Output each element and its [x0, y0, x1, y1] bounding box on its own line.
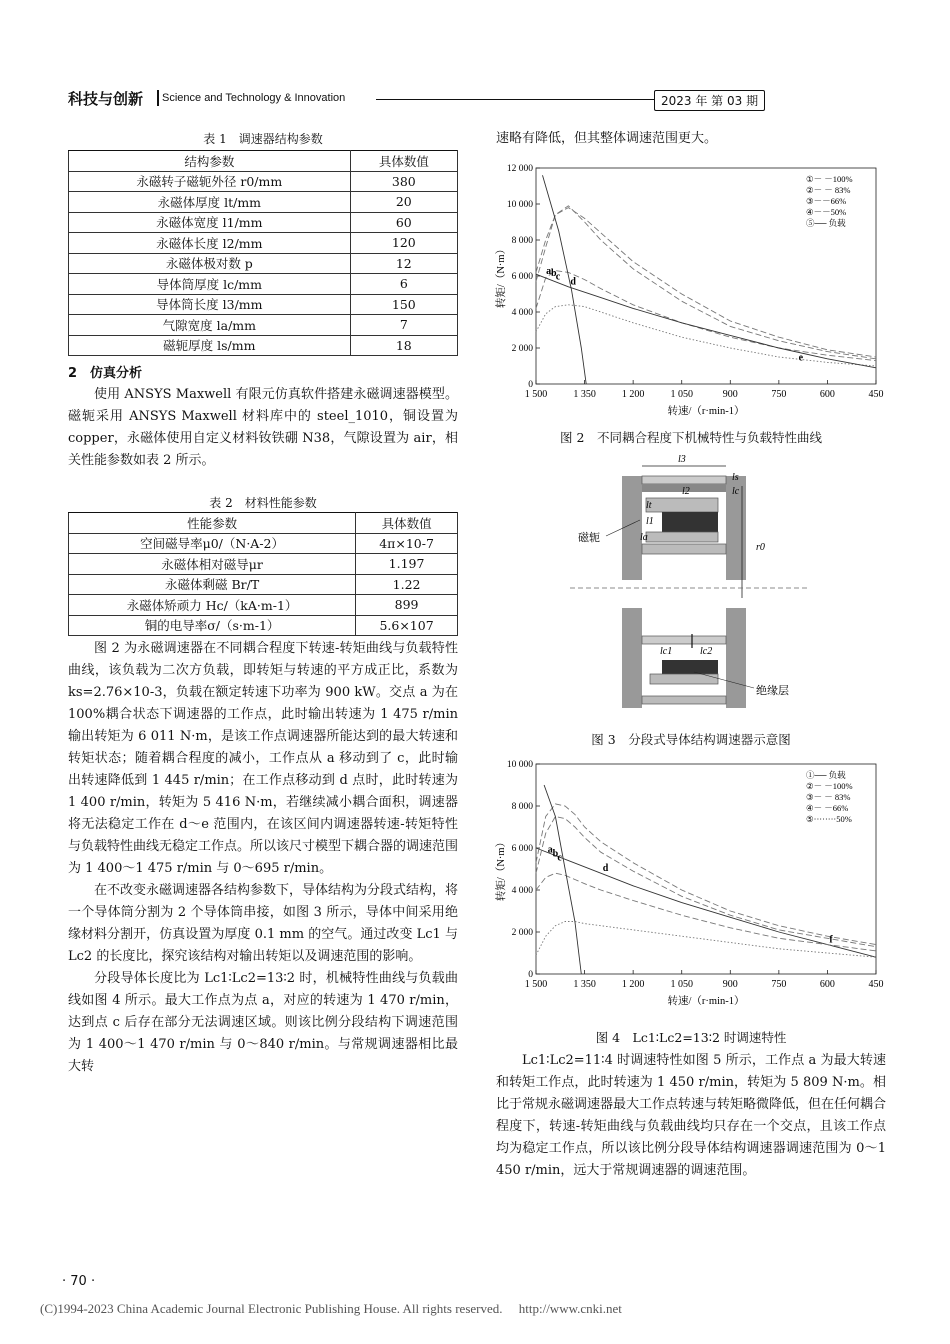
figure4-caption: 图 4 Lc1∶Lc2=13∶2 时调速特性	[595, 1030, 787, 1045]
series-line-1	[536, 804, 876, 945]
table-cell: 60	[350, 212, 457, 233]
legend-item: ④－－50%	[806, 207, 847, 217]
table-cell: 永磁体厚度 lt/mm	[69, 192, 351, 213]
magnet-lower	[646, 532, 718, 542]
series-line-4	[536, 922, 876, 958]
point-label-c: c	[555, 271, 561, 283]
y-tick-label: 10 000	[506, 200, 533, 210]
x-tick-label: 600	[819, 979, 835, 990]
conductor-top	[642, 476, 726, 484]
point-label-c: c	[557, 852, 562, 864]
table1	[68, 150, 458, 356]
label-ls: ls	[732, 472, 739, 483]
label-r0: r0	[756, 542, 765, 553]
table-row	[69, 533, 458, 554]
point-label-d: d	[570, 276, 576, 288]
table-cell: 磁轭厚度 ls/mm	[69, 335, 351, 356]
table-cell: 空间磁导率μ0/（N·A-2）	[69, 533, 356, 554]
table-row	[69, 212, 458, 233]
table1-caption: 表 1 调速器结构参数	[203, 132, 323, 146]
label-lc: lc	[732, 486, 740, 497]
point-label-d: d	[602, 863, 609, 875]
table-cell: 7	[350, 315, 457, 336]
legend-item: ⑤── 负载	[806, 218, 846, 228]
series-line-0	[536, 848, 876, 957]
paragraph-text: 使用 ANSYS Maxwell 有限元仿真软件搭建永磁调速器模型。磁轭采用 ANSYS Maxwell 材料库中的 steel_1010，铜设置为 copper，永磁体使用自定义材料钕铁硼 N38，气隙设置为 air，相关性能参数如表 2 所示。	[68, 387, 458, 468]
table-cell: 150	[350, 294, 457, 315]
figure2-caption: 图 2 不同耦合程度下机械特性与负载特性曲线	[560, 430, 822, 445]
table-cell: 6	[350, 274, 457, 295]
table-cell: 导体筒长度 l3/mm	[69, 294, 351, 315]
y-tick-label: 6 000	[511, 844, 533, 854]
series-line-1	[536, 206, 876, 359]
x-tick-label: 450	[868, 389, 884, 400]
legend-item: ①── 负载	[806, 770, 846, 780]
table2-caption: 表 2 材料性能参数	[209, 496, 317, 510]
y-axis-label: 转矩/（N·m）	[496, 243, 507, 309]
table-cell: 899	[356, 595, 458, 616]
point-label-b: b	[552, 848, 559, 860]
series-line-4	[536, 274, 876, 368]
label-l1: l1	[646, 516, 654, 527]
series-line-2	[536, 817, 876, 947]
table-cell: 永磁体相对磁导μr	[69, 554, 356, 575]
label-l3: l3	[678, 454, 686, 465]
magnet-upper	[646, 498, 718, 512]
y-tick-label: 4 000	[511, 886, 533, 896]
table-cell: 气隙宽度 la/mm	[69, 315, 351, 336]
x-axis-label: 转速/（r·min-1）	[667, 996, 745, 1007]
label-yoke: 磁轭	[578, 532, 600, 544]
table-cell: 18	[350, 335, 457, 356]
section-title: 2 仿真分析	[68, 366, 143, 381]
y-tick-label: 0	[528, 380, 533, 390]
table-cell: 380	[350, 171, 457, 192]
series-line-0	[536, 208, 876, 357]
left-body	[68, 638, 458, 1078]
table-cell: 5.6×107	[356, 615, 458, 636]
table-row	[69, 192, 458, 213]
table-row	[69, 335, 458, 356]
label-insulation: 绝缘层	[756, 685, 789, 697]
x-tick-label: 600	[819, 389, 835, 400]
yoke-right-2	[726, 608, 746, 708]
table2	[68, 512, 458, 636]
point-label-b: b	[550, 267, 557, 279]
x-tick-label: 1 200	[621, 979, 645, 990]
table-row	[69, 315, 458, 336]
x-tick-label: 1 200	[621, 389, 645, 400]
y-tick-label: 2 000	[511, 344, 533, 354]
table-cell: 12	[350, 253, 457, 274]
header-rule	[376, 99, 654, 100]
label-lc2: lc2	[700, 646, 713, 657]
table-cell: 永磁体极对数 p	[69, 253, 351, 274]
yoke-left	[622, 476, 642, 580]
figure3-caption: 图 3 分段式导体结构调速器示意图	[591, 732, 791, 747]
legend-item: ①－ －100%	[806, 174, 853, 184]
table-row	[69, 574, 458, 595]
point-label-a: a	[546, 265, 552, 277]
x-tick-label: 1 350	[573, 979, 596, 990]
magnet-core	[662, 512, 718, 532]
table1-header: 结构参数	[69, 151, 351, 172]
table-row	[69, 253, 458, 274]
series-line-3	[536, 873, 876, 951]
y-tick-label: 10 000	[506, 760, 533, 770]
table2-header: 具体数值	[356, 513, 458, 534]
x-tick-label: 450	[868, 979, 884, 990]
label-lt: lt	[646, 500, 652, 511]
magnet-core-2	[662, 660, 718, 676]
issue-badge: 2023 年 第 03 期	[654, 90, 765, 111]
x-tick-label: 1 500	[524, 979, 548, 990]
journal-title-en: Science and Technology & Innovation	[162, 92, 346, 104]
table2-header: 性能参数	[69, 513, 356, 534]
conductor-bottom-2	[642, 696, 726, 704]
point-label-e: e	[798, 352, 804, 364]
y-tick-label: 2 000	[511, 928, 533, 938]
journal-title-cn: 科技与创新	[68, 90, 144, 108]
legend-item: ②－ －100%	[806, 781, 853, 791]
legend-item: ③－－66%	[806, 196, 847, 206]
page-number: · 70 ·	[62, 1274, 96, 1289]
conductor-seg	[642, 636, 726, 644]
table-cell: 导体筒厚度 lc/mm	[69, 274, 351, 295]
table-row	[69, 554, 458, 575]
label-lc1: lc1	[660, 646, 673, 657]
paragraph-text: 分段导体长度比为 Lc1∶Lc2=13∶2 时，机械特性曲线与负载曲线如图 4 所示。最大工作点为点 a，对应的转速为 1 470 r/min，达到点 c 后存在部分无法调速区域。则该比例分段结构下调速范围为 1 400～1 470 r/min 与 0～840 r/min。与常规调速器相比最大转	[68, 971, 458, 1074]
x-tick-label: 750	[771, 389, 787, 400]
table-cell: 永磁体长度 l2/mm	[69, 233, 351, 254]
copyright-footer: (C)1994-2023 China Academic Journal Electronic Publishing House. All rights reserved. http://www.cnki.net	[40, 1301, 622, 1316]
table-row	[69, 595, 458, 616]
x-tick-label: 750	[771, 979, 787, 990]
table-cell: 120	[350, 233, 457, 254]
header-divider	[157, 90, 159, 106]
table-cell: 永磁体宽度 l1/mm	[69, 212, 351, 233]
conductor-bottom	[642, 544, 726, 554]
x-tick-label: 900	[722, 389, 738, 400]
table-row	[69, 294, 458, 315]
y-tick-label: 0	[528, 970, 533, 980]
table-cell: 1.22	[356, 574, 458, 595]
table-cell: 4π×10-7	[356, 533, 458, 554]
table-row	[69, 233, 458, 254]
paragraph-text: Lc1∶Lc2=11∶4 时调速特性如图 5 所示，工作点 a 为最大转速和转矩工作点，此时转速为 1 450 r/min，转矩为 5 809 N·m。相比于常规永磁调速器最大工作点转速与转矩略微降低，但在任何耦合程度下，转速-转矩曲线与负载曲线均只存在一个交点，且该工作点均为稳定工作点，所以该比例分段导体结构调速器调速范围为 0～1 450 r/min，远大于常规调速器的调速范围。	[496, 1053, 887, 1178]
y-tick-label: 8 000	[511, 236, 533, 246]
figure2-chart	[494, 160, 888, 420]
series-line-2	[536, 271, 876, 364]
table-row	[69, 171, 458, 192]
table-cell: 永磁体矫顽力 Hc/（kA·m-1）	[69, 595, 356, 616]
yoke-left-2	[622, 608, 642, 708]
legend-item: ②－ － 83%	[806, 185, 851, 195]
table1-header: 具体数值	[350, 151, 457, 172]
right-body	[496, 1050, 886, 1182]
table-row	[69, 274, 458, 295]
table-row	[69, 615, 458, 636]
label-la: la	[640, 532, 648, 543]
point-label-f: f	[829, 934, 833, 946]
right-top-text: 速略有降低，但其整体调速范围更大。	[496, 131, 718, 146]
figure3-diagram	[570, 448, 810, 720]
x-tick-label: 1 050	[670, 979, 693, 990]
y-axis-label: 转矩/（N·m）	[496, 836, 507, 902]
table-cell: 铜的电导率σ/（s·m-1）	[69, 615, 356, 636]
table-cell: 永磁转子磁轭外径 r0/mm	[69, 171, 351, 192]
table-cell: 1.197	[356, 554, 458, 575]
legend-item: ④－ －66%	[806, 803, 849, 813]
legend-item: ⑤········50%	[806, 814, 852, 824]
legend-item: ③－ － 83%	[806, 792, 851, 802]
x-tick-label: 1 350	[573, 389, 596, 400]
x-tick-label: 900	[722, 979, 738, 990]
x-tick-label: 1 500	[524, 389, 548, 400]
x-axis-label: 转速/（r·min-1）	[667, 406, 745, 417]
table-cell: 永磁体剩磁 Br/T	[69, 574, 356, 595]
paragraph-simulation	[68, 384, 458, 472]
label-l2: l2	[682, 486, 690, 497]
y-tick-label: 4 000	[511, 308, 533, 318]
paragraph-text: 图 2 为永磁调速器在不同耦合程度下转速-转矩曲线与负载特性曲线，该负载为二次方负载，即转矩与转速的平方成正比，系数为 ks=2.76×10-3，负载在额定转速下功率为 900 kW。交点 a 为在 100%耦合状态下调速器的工作点，此时输出转速为 1 475 r/min 输出转矩为 6 011 N·m，是该工作点调速器所能达到的最大转速和转矩状态；随着耦合程度的减小，工作点从 a 移动到了 c，此时输出转速降低到 1 445 r/min；在工作点移动到 d 点时，此时转速为 1 400 r/min，转矩为 5 416 N·m，若继续减小耦合面积，调速器将无法稳定工作在 d～e 范围内，在该区间内调速器转速-转矩特性与负载特性曲线无稳定工作点。所以该尺寸模型下耦合器的调速范围为 1 400～1 475 r/min 与 0～695 r/min。	[68, 641, 459, 876]
table-cell: 20	[350, 192, 457, 213]
paragraph-text: 在不改变永磁调速器各结构参数下，导体结构为分段式结构，将一个导体筒分割为 2 个导体筒串接，如图 3 所示，导体中间采用绝缘材料分割开，仿真设置为厚度 0.1 mm 的空气。通过改变 Lc1 与 Lc2 的长度比，探究该结构对输出转矩以及调速范围的影响。	[68, 883, 459, 964]
figure4-chart	[494, 756, 888, 1010]
y-tick-label: 8 000	[511, 802, 533, 812]
x-tick-label: 1 050	[670, 389, 693, 400]
y-tick-label: 6 000	[511, 272, 533, 282]
point-label-a: a	[547, 844, 553, 856]
y-tick-label: 12 000	[506, 164, 533, 174]
